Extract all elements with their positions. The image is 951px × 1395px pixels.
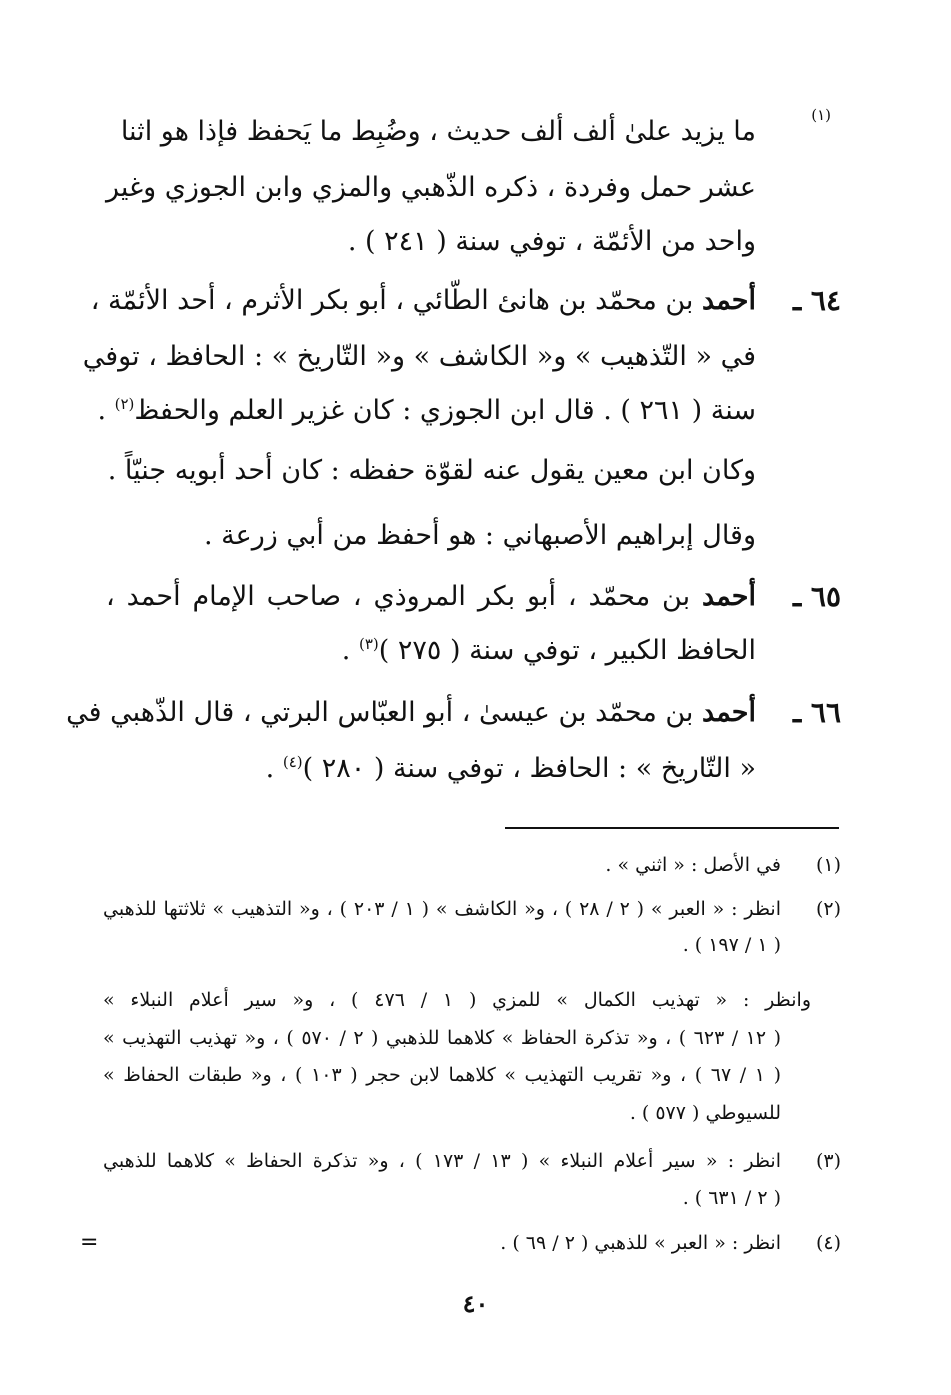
entry-text: وكان ابن معين يقول عنه لقوّة حفظه : كان أحد أبويه جنيّاً . [107, 455, 756, 486]
footnote-text: انظر : « العبر » للذهبي ( ٢ / ٦٩ ) . [500, 1232, 781, 1254]
entry-text: في « التّذهيب » و« الكاشف » و« التّاريخ » : الحافظ ، توفي [82, 341, 756, 372]
continuation-mark: = [80, 1230, 99, 1255]
footnote-number: (١) [815, 854, 841, 876]
entry-text: وقال إبراهيم الأصبهاني : هو أحفظ من أبي زرعة . [203, 520, 756, 551]
entry-text: . [97, 395, 115, 426]
entry-name: أحمد [702, 697, 756, 728]
page-number: ٤٠ [462, 1289, 489, 1318]
entry-line [82, 337, 756, 377]
entry-line [106, 577, 756, 617]
body-text: ما يزيد علىٰ ألف ألف حديث ، وضُبِط ما يَحفظ فإذا هو اثنا [120, 116, 756, 147]
footnote-line [630, 1098, 781, 1128]
entry-line [66, 693, 756, 733]
entry-number: ٦٦ ـ [792, 696, 841, 729]
entry-name: أحمد [702, 581, 756, 612]
footnote-text: انظر : « العبر » ( ٢ / ٢٨ ) ، و« الكاشف » ( ١ / ٢٠٣ ) ، و« التذهيب » ثلاثتها للذهبي [103, 898, 782, 920]
footnote-line [500, 1228, 781, 1258]
entry-line [97, 391, 756, 431]
entry-text: بن محمّد ، أبو بكر المروذي ، صاحب الإمام أحمد ، [106, 581, 703, 612]
footnote-text: للسيوطي ( ٥٧٧ ) . [629, 1102, 781, 1124]
entry-number: ٦٤ ـ [792, 284, 841, 317]
body-text: واحد من الأئمّة ، توفي سنة ( ٢٤١ ) . [347, 226, 756, 257]
footnote-separator [505, 827, 839, 829]
footnote-number: (٤) [815, 1232, 841, 1254]
entry-text: الحافظ الكبير ، توفي سنة ( ٢٧٥ ) [378, 635, 756, 666]
body-line [348, 222, 756, 262]
footnote-marker: (٣) [358, 635, 379, 653]
footnote-line [103, 894, 781, 924]
footnote-line [103, 1023, 781, 1053]
entry-paragraph [108, 451, 756, 491]
entry-text: بن محمّد بن عيسىٰ ، أبو العبّاس البرتي ، قال الذّهبي في [66, 697, 703, 728]
footnote-line [103, 1146, 781, 1176]
footnote-line [605, 850, 781, 880]
footnote-text: انظر : « سير أعلام النبلاء » ( ١٣ / ١٧٣ ) ، و« تذكرة الحفاظ » كلاهما للذهبي [103, 1150, 781, 1172]
entry-number: ٦٥ ـ [792, 580, 841, 613]
entry-line [90, 281, 756, 321]
entry-paragraph [204, 516, 756, 556]
footnote-line [103, 1060, 781, 1090]
footnote-line [103, 985, 811, 1015]
footnote-marker: (٤) [282, 753, 303, 771]
entry-line [342, 631, 756, 671]
footnote-text: في الأصل : « اثني » . [605, 854, 781, 876]
footnote-text: وانظر : « تهذيب الكمال » للمزي ( ١ / ٤٧٦ ) ، و« سير أعلام النبلاء » [103, 989, 811, 1011]
entry-name: أحمد [702, 285, 756, 316]
entry-text: سنة ( ٢٦١ ) . قال ابن الجوزي : كان غزير العلم والحفظ [134, 395, 756, 426]
body-line [120, 112, 756, 152]
entry-text: . [341, 635, 359, 666]
footnote-text: ( ٢ / ٦٣١ ) . [682, 1187, 781, 1209]
footnote-number: (٢) [815, 898, 841, 920]
footnote-text: ( ١ / ٦٧ ) ، و« تقريب التهذيب » كلاهما لابن حجر ( ١٠٣ ) ، و« طبقات الحفاظ » [103, 1064, 781, 1086]
body-text: عشر حمل وفردة ، ذكره الذّهبي والمزي وابن الجوزي وغير [105, 172, 756, 203]
footnote-text: ( ١٢ / ٦٢٣ ) ، و« تذكرة الحفاظ » كلاهما للذهبي ( ٢ / ٥٧٠ ) ، و« تهذيب التهذيب » [103, 1027, 781, 1049]
footnote-marker: (٢) [114, 395, 135, 413]
entry-text: . [265, 753, 283, 784]
body-line [106, 168, 756, 208]
footnote-text: ( ١ / ١٩٧ ) . [682, 934, 781, 956]
entry-text: « التّاريخ » : الحافظ ، توفي سنة ( ٢٨٠ ) [302, 753, 756, 784]
entry-text: بن محمّد بن هانئ الطّائي ، أبو بكر الأثرم ، أحد الأئمّة ، [90, 285, 703, 316]
footnote-line [683, 1183, 781, 1213]
footnote-number: (٣) [815, 1150, 841, 1172]
footnote-line [683, 930, 781, 960]
entry-line [266, 749, 756, 789]
book-page: ما يزيد علىٰ ألف ألف حديث ، وضُبِط ما يَحفظ فإذا هو اثنا (١) عشر حمل وفردة ، ذكره الذّهبي والمزي وابن الجوزي وغير واحد من الأئمّة ، توفي سنة ( ٢٤١ ) . ٦٤ ـ أحمد بن محمّد بن هانئ الطّائي ، أبو بكر الأثرم ، أحد الأئمّة ، في « التّذهيب » و« الكاشف » و« التّاريخ » : الحافظ ، توفي سنة ( ٢٦١ ) . قال ابن الجوزي : كان غزير العلم والحفظ$^{(٢)}$ . وكان ابن معين يقول عنه لقوّة حفظه : كان أحد أبويه جنيّاً . وقال إبراهيم الأصبهاني : هو أحفظ من أبي زرعة . ٦٥ ـ أحمد بن محمّد ، أبو بكر المروذي ، صاحب الإمام أحمد ، الحافظ الكبير ، توفي سنة ( ٢٧٥ )$^{(٣)}$ . ٦٦ ـ أحمد بن محمّد بن عيسىٰ ، أبو العبّاس البرتي ، قال الذّهبي في « التّاريخ » : الحافظ ، توفي سنة ( ٢٨٠ )$^{(٤)}$ . (١) في الأصل : « اثني » . (٢) انظر : « العبر » ( ٢ / ٢٨ ) ، و« الكاشف » ( ١ / ٢٠٣ ) ، و« التذهيب » ثلاثتها للذهبي ( ١ / ١٩٧ ) . وانظر : « تهذيب الكمال » للمزي ( ١ / ٤٧٦ ) ، و« سير أعلام النبلاء » ( ١٢ / ٦٢٣ ) ، و« تذكرة الحفاظ » كلاهما للذهبي ( ٢ / ٥٧٠ ) ، و« تهذيب التهذيب » ( ١ / ٦٧ ) ، و« تقريب التهذيب » كلاهما لابن حجر ( ١٠٣ ) ، و« طبقات الحفاظ » للسيوطي ( ٥٧٧ ) . (٣) انظر : « سير أعلام النبلاء » ( ١٣ / ١٧٣ ) ، و« تذكرة الحفاظ » كلاهما للذهبي ( ٢ / ٦٣١ ) . (٤) انظر : « العبر » للذهبي ( ٢ / ٦٩ ) . = ٤٠ [0, 0, 951, 1395]
